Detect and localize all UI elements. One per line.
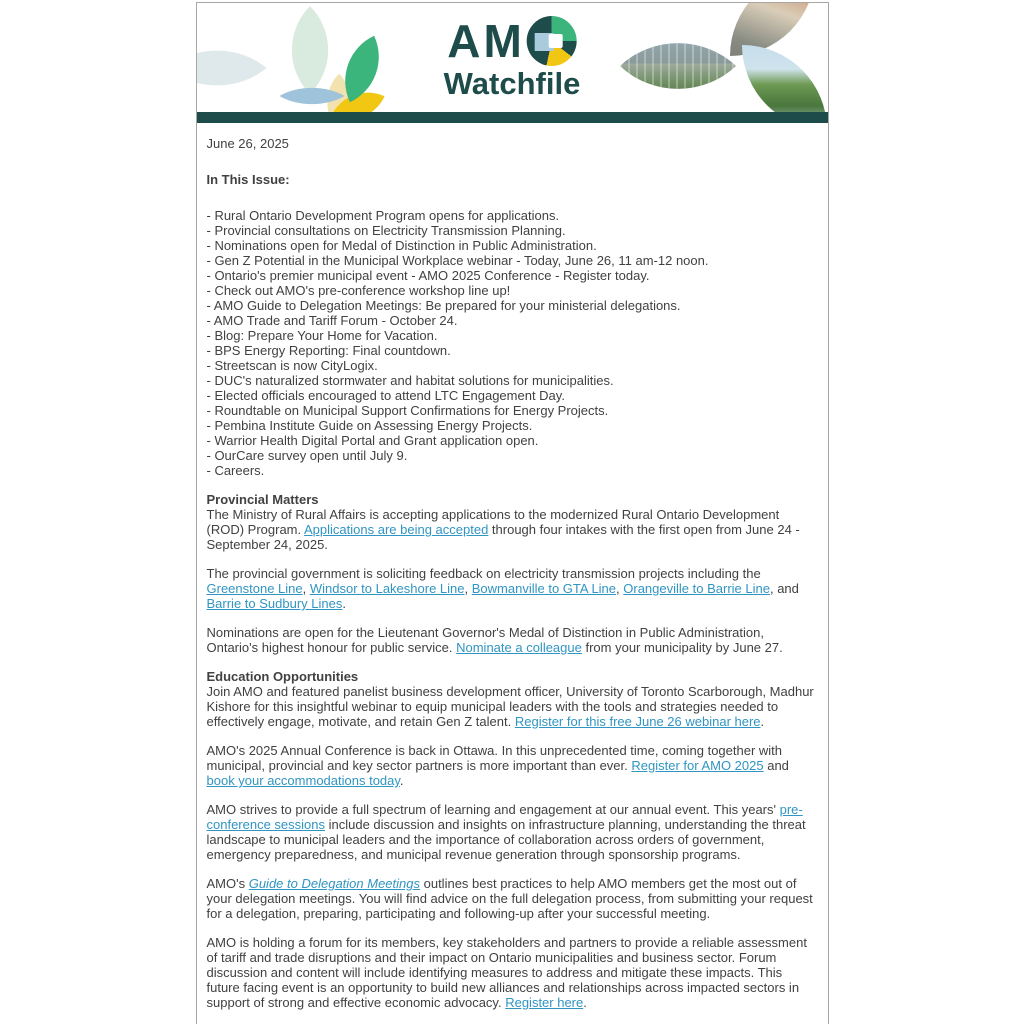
paragraph	[207, 684, 818, 729]
text-run: through four intakes with the first open from June 24 - September 24, 2025.	[206, 522, 800, 552]
pre-conference-sessions-link[interactable]: pre-conference sessions	[206, 802, 803, 832]
applications-are-being-accepted-link[interactable]: Applications are being accepted	[304, 522, 489, 537]
text-run: .	[342, 596, 346, 611]
issue-date: June 26, 2025	[206, 136, 289, 151]
river-park-photo	[742, 45, 827, 112]
issue-list	[207, 208, 818, 478]
windsor-to-lakeshore-line-link[interactable]: Windsor to Lakeshore Line	[309, 581, 465, 596]
register-for-this-free-june-26-webinar-here-link[interactable]: Register for this free June 26 webinar here	[514, 714, 761, 729]
issue-list-item: - Blog: Prepare Your Home for Vacation.	[206, 328, 438, 343]
text-run: and	[763, 758, 789, 773]
city-skyline-photo	[620, 11, 736, 112]
header-divider-bar	[197, 112, 828, 123]
paragraph	[207, 566, 818, 611]
register-for-amo-2025-link[interactable]: Register for AMO 2025	[631, 758, 764, 773]
issue-list-item: - Nominations open for Medal of Distinction in Public Administration.	[206, 238, 597, 253]
text-run: .	[399, 773, 404, 788]
section-heading-provincial-matters: Provincial Matters	[206, 492, 319, 507]
newsletter-body	[197, 123, 828, 1024]
bowmanville-to-gta-line-link[interactable]: Bowmanville to GTA Line	[471, 581, 617, 596]
text-run: Join AMO and featured panelist business development officer, University of Toronto Scarborough, Madhur Kishore for this insightful webinar to equip municipal leaders with the tools and strategies needed to effectively engage, motivate, and retain Gen Z talent.	[206, 684, 814, 729]
text-run: The Ministry of Rural Affairs is accepting applications to the modernized Rural Ontario Development (ROD) Program.	[206, 507, 780, 537]
nominate-a-colleague-link[interactable]: Nominate a colleague	[456, 640, 582, 655]
issue-list-item: - Pembina Institute Guide on Assessing Energy Projects.	[206, 418, 533, 433]
issue-list-item: - Gen Z Potential in the Municipal Workplace webinar - Today, June 26, 11 am-12 noon.	[206, 253, 709, 268]
in-this-issue-heading: In This Issue:	[206, 172, 290, 187]
section-heading-education-opportunities: Education Opportunities	[206, 669, 359, 684]
issue-list-item: - Warrior Health Digital Portal and Grant application open.	[206, 433, 539, 448]
text-run: Nominations are open for the Lieutenant Governor's Medal of Distinction in Public Administration, Ontario's highest honour for public service.	[206, 625, 764, 655]
book-your-accommodations-today-link[interactable]: book your accommodations today	[206, 773, 400, 788]
text-run: The provincial government is soliciting feedback on electricity transmission projects including the	[206, 566, 761, 581]
issue-list-item: - Check out AMO's pre-conference workshop line up!	[206, 283, 511, 298]
issue-list-item: - AMO Guide to Delegation Meetings: Be prepared for your ministerial delegations.	[206, 298, 681, 313]
text-run: ,	[464, 581, 472, 596]
text-run: AMO strives to provide a full spectrum of learning and engagement at our annual event. This years'	[206, 802, 780, 817]
amo-watchfile-logo	[444, 16, 581, 99]
text-run: .	[583, 995, 587, 1010]
barrie-to-sudbury-lines-link[interactable]: Barrie to Sudbury Lines	[206, 596, 343, 611]
content-section	[207, 492, 818, 655]
issue-list-item: - OurCare survey open until July 9.	[206, 448, 408, 463]
text-run: .	[760, 714, 765, 729]
issue-list-item: - Rural Ontario Development Program opens for applications.	[206, 208, 560, 223]
paragraph	[207, 802, 818, 862]
paragraph	[207, 625, 818, 655]
paragraph	[207, 743, 818, 788]
issue-list-item: - Ontario's premier municipal event - AMO 2025 Conference - Register today.	[206, 268, 650, 283]
petal-decoration-pale-blue-icon	[197, 26, 266, 110]
issue-list-item: - Roundtable on Municipal Support Confirmations for Energy Projects.	[206, 403, 609, 418]
orangeville-to-barrie-line-link[interactable]: Orangeville to Barrie Line	[623, 581, 770, 596]
text-run: AMO is holding a forum for its members, key stakeholders and partners to provide a reliable assessment of tariff and trade disruptions and their impact on Ontario municipalities and business sector. Forum discussion and content will include identifying measures to address and mitigate these impacts. This future facing event is an opportunity to build new alliances and relationships across impacted sectors in support of strong and effective economic advocacy.	[206, 935, 807, 1010]
issue-list-item: - Provincial consultations on Electricity Transmission Planning.	[206, 223, 566, 238]
text-run: ,	[302, 581, 310, 596]
sections	[207, 492, 818, 1010]
issue-list-item: - Careers.	[206, 463, 265, 478]
text-run: AMO's 2025 Annual Conference is back in Ottawa. In this unprecedented time, coming together with municipal, provincial and key sector partners is more important than ever.	[206, 743, 783, 773]
amo-logo-text: AM	[447, 15, 525, 67]
newsletter-header-banner	[197, 3, 828, 112]
greenstone-line-link[interactable]: Greenstone Line	[206, 581, 303, 596]
text-run: ,	[616, 581, 624, 596]
amo-logo-o-mark-icon	[527, 16, 577, 66]
text-run: , and	[769, 581, 799, 596]
issue-list-item: - Elected officials encouraged to attend LTC Engagement Day.	[206, 388, 565, 403]
guide-to-delegation-meetings-link[interactable]: Guide to Delegation Meetings	[248, 876, 420, 891]
watchfile-logo-text: Watchfile	[443, 66, 581, 101]
register-here-link[interactable]: Register here	[505, 995, 584, 1010]
newsletter-container	[196, 2, 829, 1024]
paragraph	[207, 935, 818, 1010]
issue-list-item: - AMO Trade and Tariff Forum - October 24.	[206, 313, 458, 328]
text-run: outlines best practices to help AMO members get the most out of your delegation meetings. You will find advice on the full delegation process, from submitting your request for a delegation, preparing, participating and following-up after your successful meeting.	[206, 876, 813, 921]
issue-list-item: - BPS Energy Reporting: Final countdown.	[206, 343, 451, 358]
issue-list-item: - DUC's naturalized stormwater and habitat solutions for municipalities.	[206, 373, 614, 388]
text-run: from your municipality by June 27.	[581, 640, 783, 655]
text-run: AMO's	[206, 876, 249, 891]
text-run: include discussion and insights on infrastructure planning, understanding the threat landscape to municipal leaders and the importance of collaboration across orders of government, emergency preparedness, and municipal revenue generation through sponsorship programs.	[206, 817, 806, 862]
paragraph	[207, 507, 818, 552]
paragraph	[207, 876, 818, 921]
content-section	[207, 669, 818, 1010]
issue-list-item: - Streetscan is now CityLogix.	[206, 358, 378, 373]
